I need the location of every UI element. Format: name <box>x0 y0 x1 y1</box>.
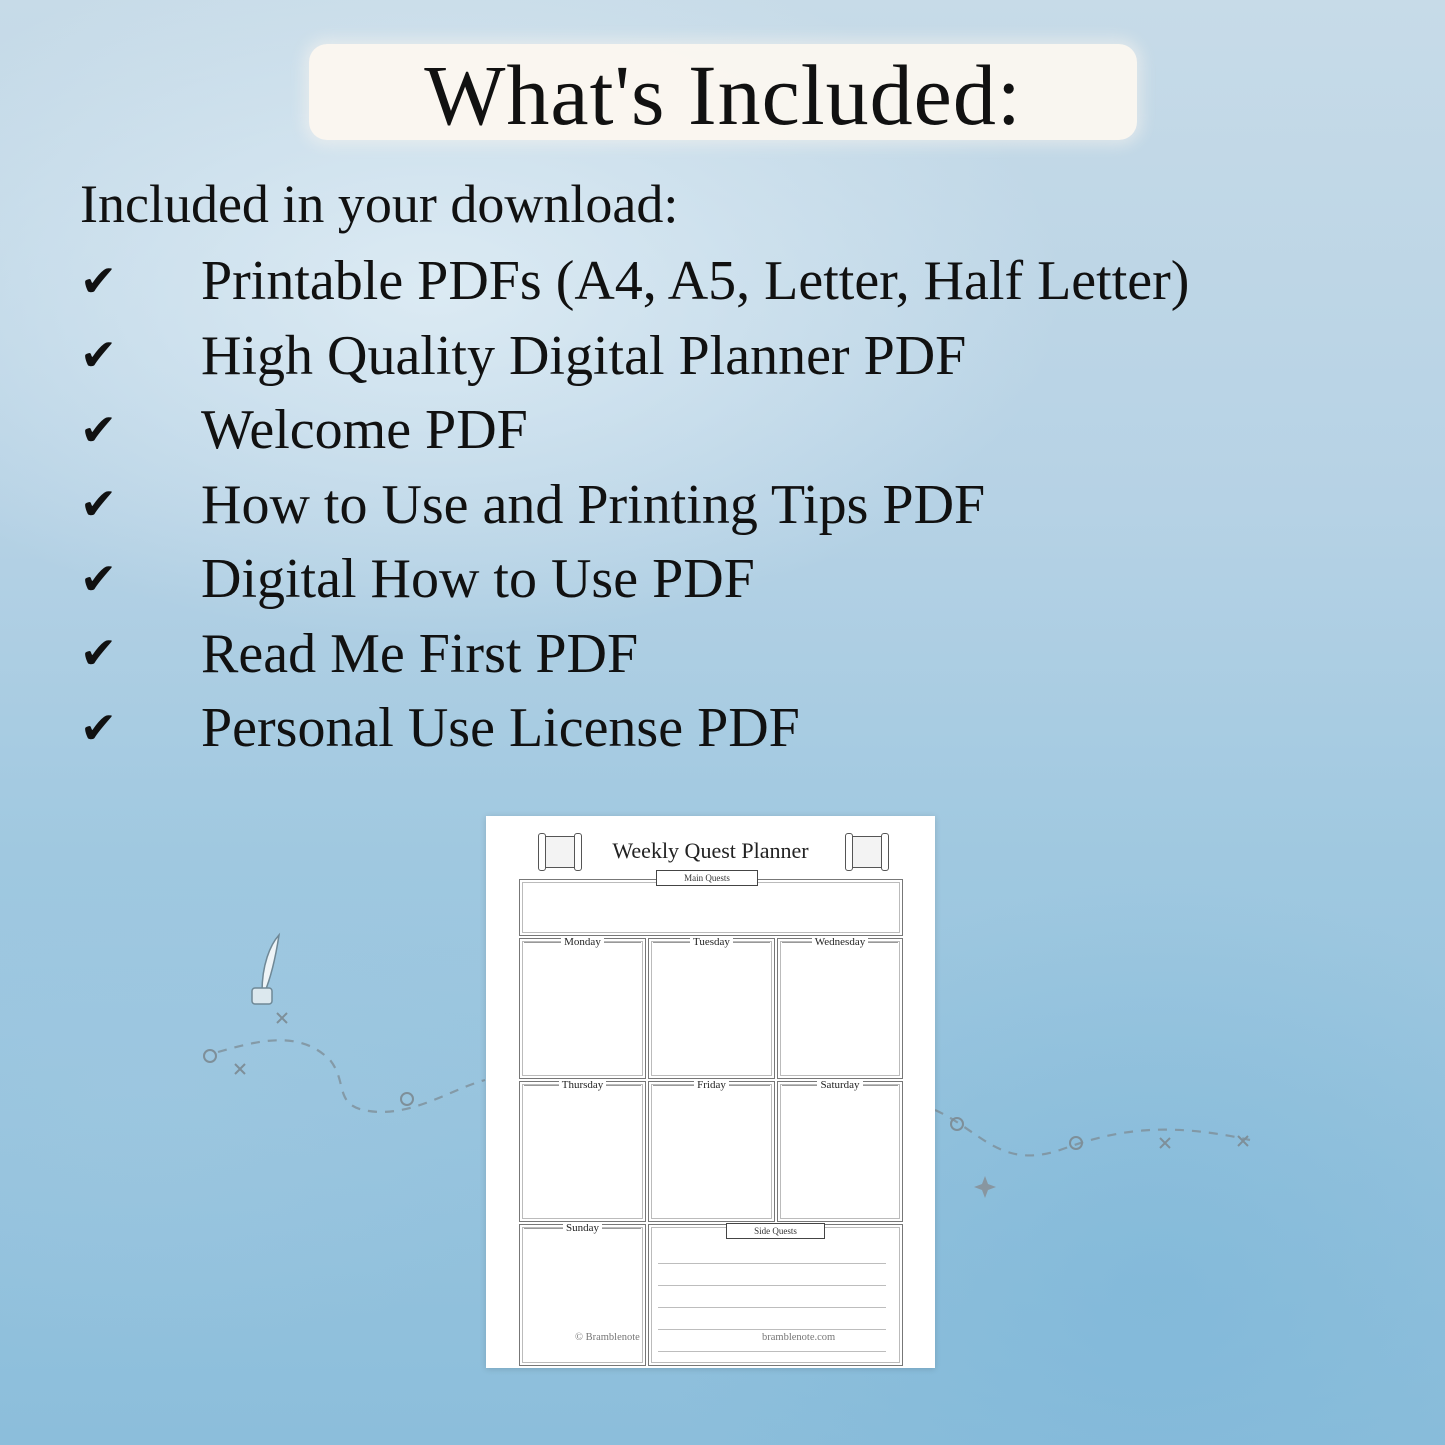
list-item <box>80 393 1189 468</box>
day-label: Wednesday <box>812 936 868 948</box>
intro-text: Included in your download: <box>80 174 679 234</box>
list-item-label: Digital How to Use PDF <box>201 548 755 611</box>
planner-footer-copyright: © Bramblenote <box>575 1332 640 1343</box>
check-icon: ✔ <box>80 479 117 531</box>
day-label: Tuesday <box>690 936 733 948</box>
list-item <box>80 319 1189 394</box>
side-quests-ribbon: Side Quests <box>726 1223 825 1239</box>
list-item-label: How to Use and Printing Tips PDF <box>201 473 986 536</box>
main-quests-box <box>519 879 903 936</box>
day-label: Thursday <box>559 1079 607 1091</box>
list-item <box>80 244 1189 319</box>
main-quests-ribbon: Main Quests <box>656 870 758 886</box>
day-box-saturday <box>777 1081 903 1222</box>
writing-line <box>658 1285 886 1286</box>
day-label: Saturday <box>817 1079 862 1091</box>
check-icon: ✔ <box>80 553 117 605</box>
page-title: What's Included: <box>424 47 1022 143</box>
check-icon: ✔ <box>80 330 117 382</box>
title-banner <box>309 44 1137 143</box>
writing-line <box>658 1307 886 1308</box>
list-item-label: High Quality Digital Planner PDF <box>201 324 967 387</box>
list-item <box>80 691 1189 766</box>
writing-line <box>658 1351 886 1352</box>
side-quests-box <box>648 1224 903 1366</box>
day-label: Monday <box>561 936 604 948</box>
writing-line <box>658 1329 886 1330</box>
list-item-label: Read Me First PDF <box>201 622 639 685</box>
list-item-label: Welcome PDF <box>201 399 528 462</box>
list-item <box>80 468 1189 543</box>
day-box-wednesday <box>777 938 903 1079</box>
day-box-thursday <box>519 1081 646 1222</box>
check-icon: ✔ <box>80 702 117 754</box>
check-icon: ✔ <box>80 255 117 307</box>
day-box-sunday <box>519 1224 646 1366</box>
day-label: Friday <box>694 1079 729 1091</box>
list-item <box>80 617 1189 692</box>
planner-footer-website: bramblenote.com <box>762 1332 836 1343</box>
list-item-label: Personal Use License PDF <box>201 697 800 760</box>
list-item-label: Printable PDFs (A4, A5, Letter, Half Letter) <box>201 250 1190 313</box>
included-list <box>80 244 1189 766</box>
day-box-tuesday <box>648 938 775 1079</box>
writing-line <box>658 1263 886 1264</box>
list-item <box>80 542 1189 617</box>
planner-title: Weekly Quest Planner <box>612 838 809 863</box>
day-label: Sunday <box>563 1222 602 1234</box>
quill-inkwell-icon <box>252 935 279 1004</box>
day-box-friday <box>648 1081 775 1222</box>
check-icon: ✔ <box>80 628 117 680</box>
planner-preview <box>486 816 935 1368</box>
day-box-monday <box>519 938 646 1079</box>
check-icon: ✔ <box>80 404 117 456</box>
